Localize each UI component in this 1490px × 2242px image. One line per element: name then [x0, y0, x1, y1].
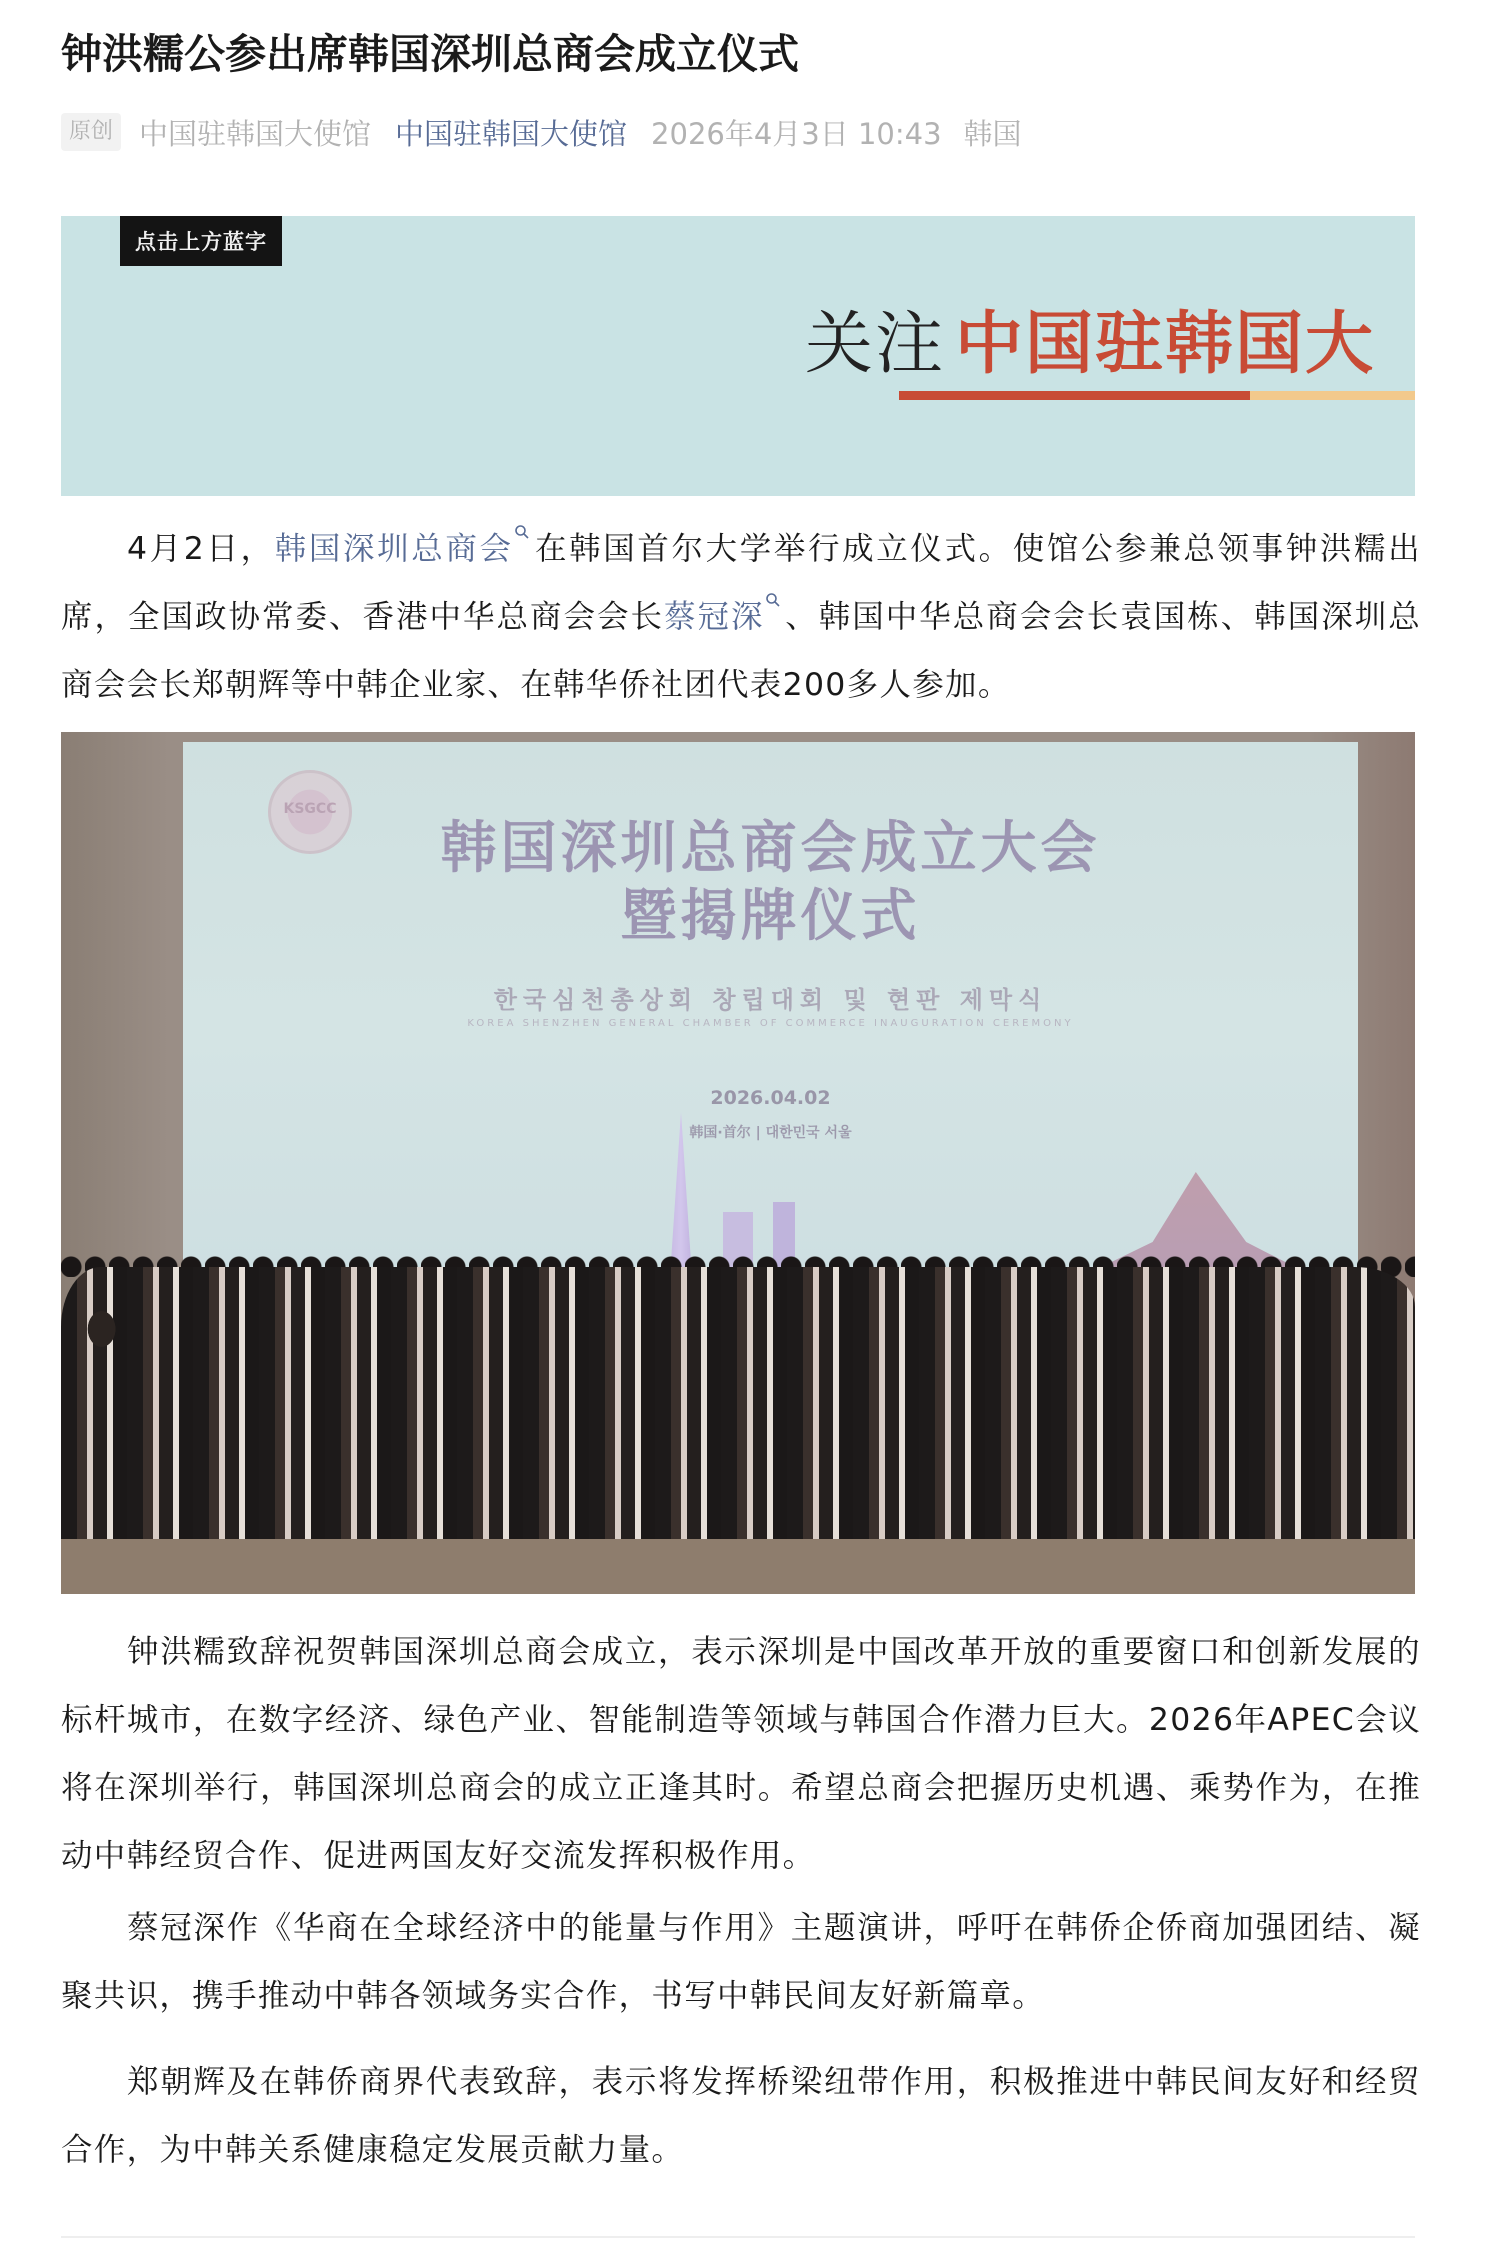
original-badge: 原创 — [61, 113, 121, 151]
event-group-photo — [61, 732, 1415, 1594]
account-link[interactable]: 中国驻韩国大使馆 — [395, 116, 628, 151]
banner-tag: 点击上方蓝字 — [120, 216, 282, 266]
slide-location: 韩国·首尔 | 대한민국 서울 — [689, 1125, 852, 1141]
text: 在韩国首尔大学举行成立仪式。使馆公参兼总领事钟洪糯出席，全国政协常委、香港中华总商会会长 — [61, 531, 1421, 635]
chamber-logo: KSGCC — [268, 770, 352, 854]
footer-divider — [61, 2236, 1415, 2238]
slide-english-subtitle: KOREA SHENZHEN GENERAL CHAMBER OF COMMERCE INAUGURATION CEREMONY — [467, 1018, 1074, 1029]
paragraph-speech-zhong: 钟洪糯致辞祝贺韩国深圳总商会成立，表示深圳是中国改革开放的重要窗口和创新发展的标杆城市，在数字经济、绿色产业、智能制造等领域与韩国合作潜力巨大。2026年APEC会议将在深圳举行，韩国深圳总商会的成立正逢其时。希望总商会把握历史机遇、乘势作为，在推动中韩经贸合作、促进两国友好交流发挥积极作用。 — [61, 1634, 1421, 1874]
slide-title-line2: 暨揭牌仪式 — [620, 884, 921, 949]
slide-date: 2026.04.02 — [710, 1087, 831, 1109]
search-icon[interactable] — [765, 592, 781, 612]
article-meta — [61, 110, 1022, 154]
banner-underline-red — [899, 391, 1250, 400]
banner-underline-orange — [1250, 391, 1415, 400]
follow-banner-image — [61, 216, 1415, 496]
paragraph-intro — [61, 515, 1421, 719]
banner-follow-prefix: 关注 — [805, 305, 946, 384]
text: 4月2日， — [127, 531, 275, 567]
banner-follow-name: 中国驻韩国大 — [955, 305, 1376, 384]
paragraph-speech-cai: 蔡冠深作《华商在全球经济中的能量与作用》主题演讲，呼吁在韩侨企侨商加强团结、凝聚共识，携手推动中韩各领域务实合作，书写中韩民间友好新篇章。 — [61, 1910, 1421, 2014]
publish-location: 韩国 — [963, 116, 1022, 151]
link-ksgcc[interactable]: 韩国深圳总商会 — [274, 531, 514, 567]
text: 、韩国中华总商会会长袁国栋、韩国深圳总商会会长郑朝辉等中韩企业家、在韩华侨社团代表200多人参加。 — [61, 599, 1421, 703]
link-cai-guanshen[interactable]: 蔡冠深 — [664, 599, 765, 635]
stage-floor — [61, 1539, 1415, 1594]
slide-korean-subtitle: 한국심천총상회 창립대회 및 현판 제막식 — [493, 986, 1048, 1014]
slide-title-line1: 韩国深圳总商会成立大会 — [440, 816, 1101, 881]
author-name: 中国驻韩国大使馆 — [139, 116, 372, 151]
banner-follow-text — [805, 300, 1375, 390]
crowd-attendees — [61, 1267, 1415, 1577]
publish-date: 2026年4月3日 10:43 — [651, 116, 942, 151]
article-title: 钟洪糯公参出席韩国深圳总商会成立仪式 — [61, 30, 799, 78]
paragraph-speech-zheng: 郑朝辉及在韩侨商界代表致辞，表示将发挥桥梁纽带作用，积极推进中韩民间友好和经贸合作，为中韩关系健康稳定发展贡献力量。 — [61, 2064, 1421, 2168]
search-icon[interactable] — [514, 524, 530, 544]
